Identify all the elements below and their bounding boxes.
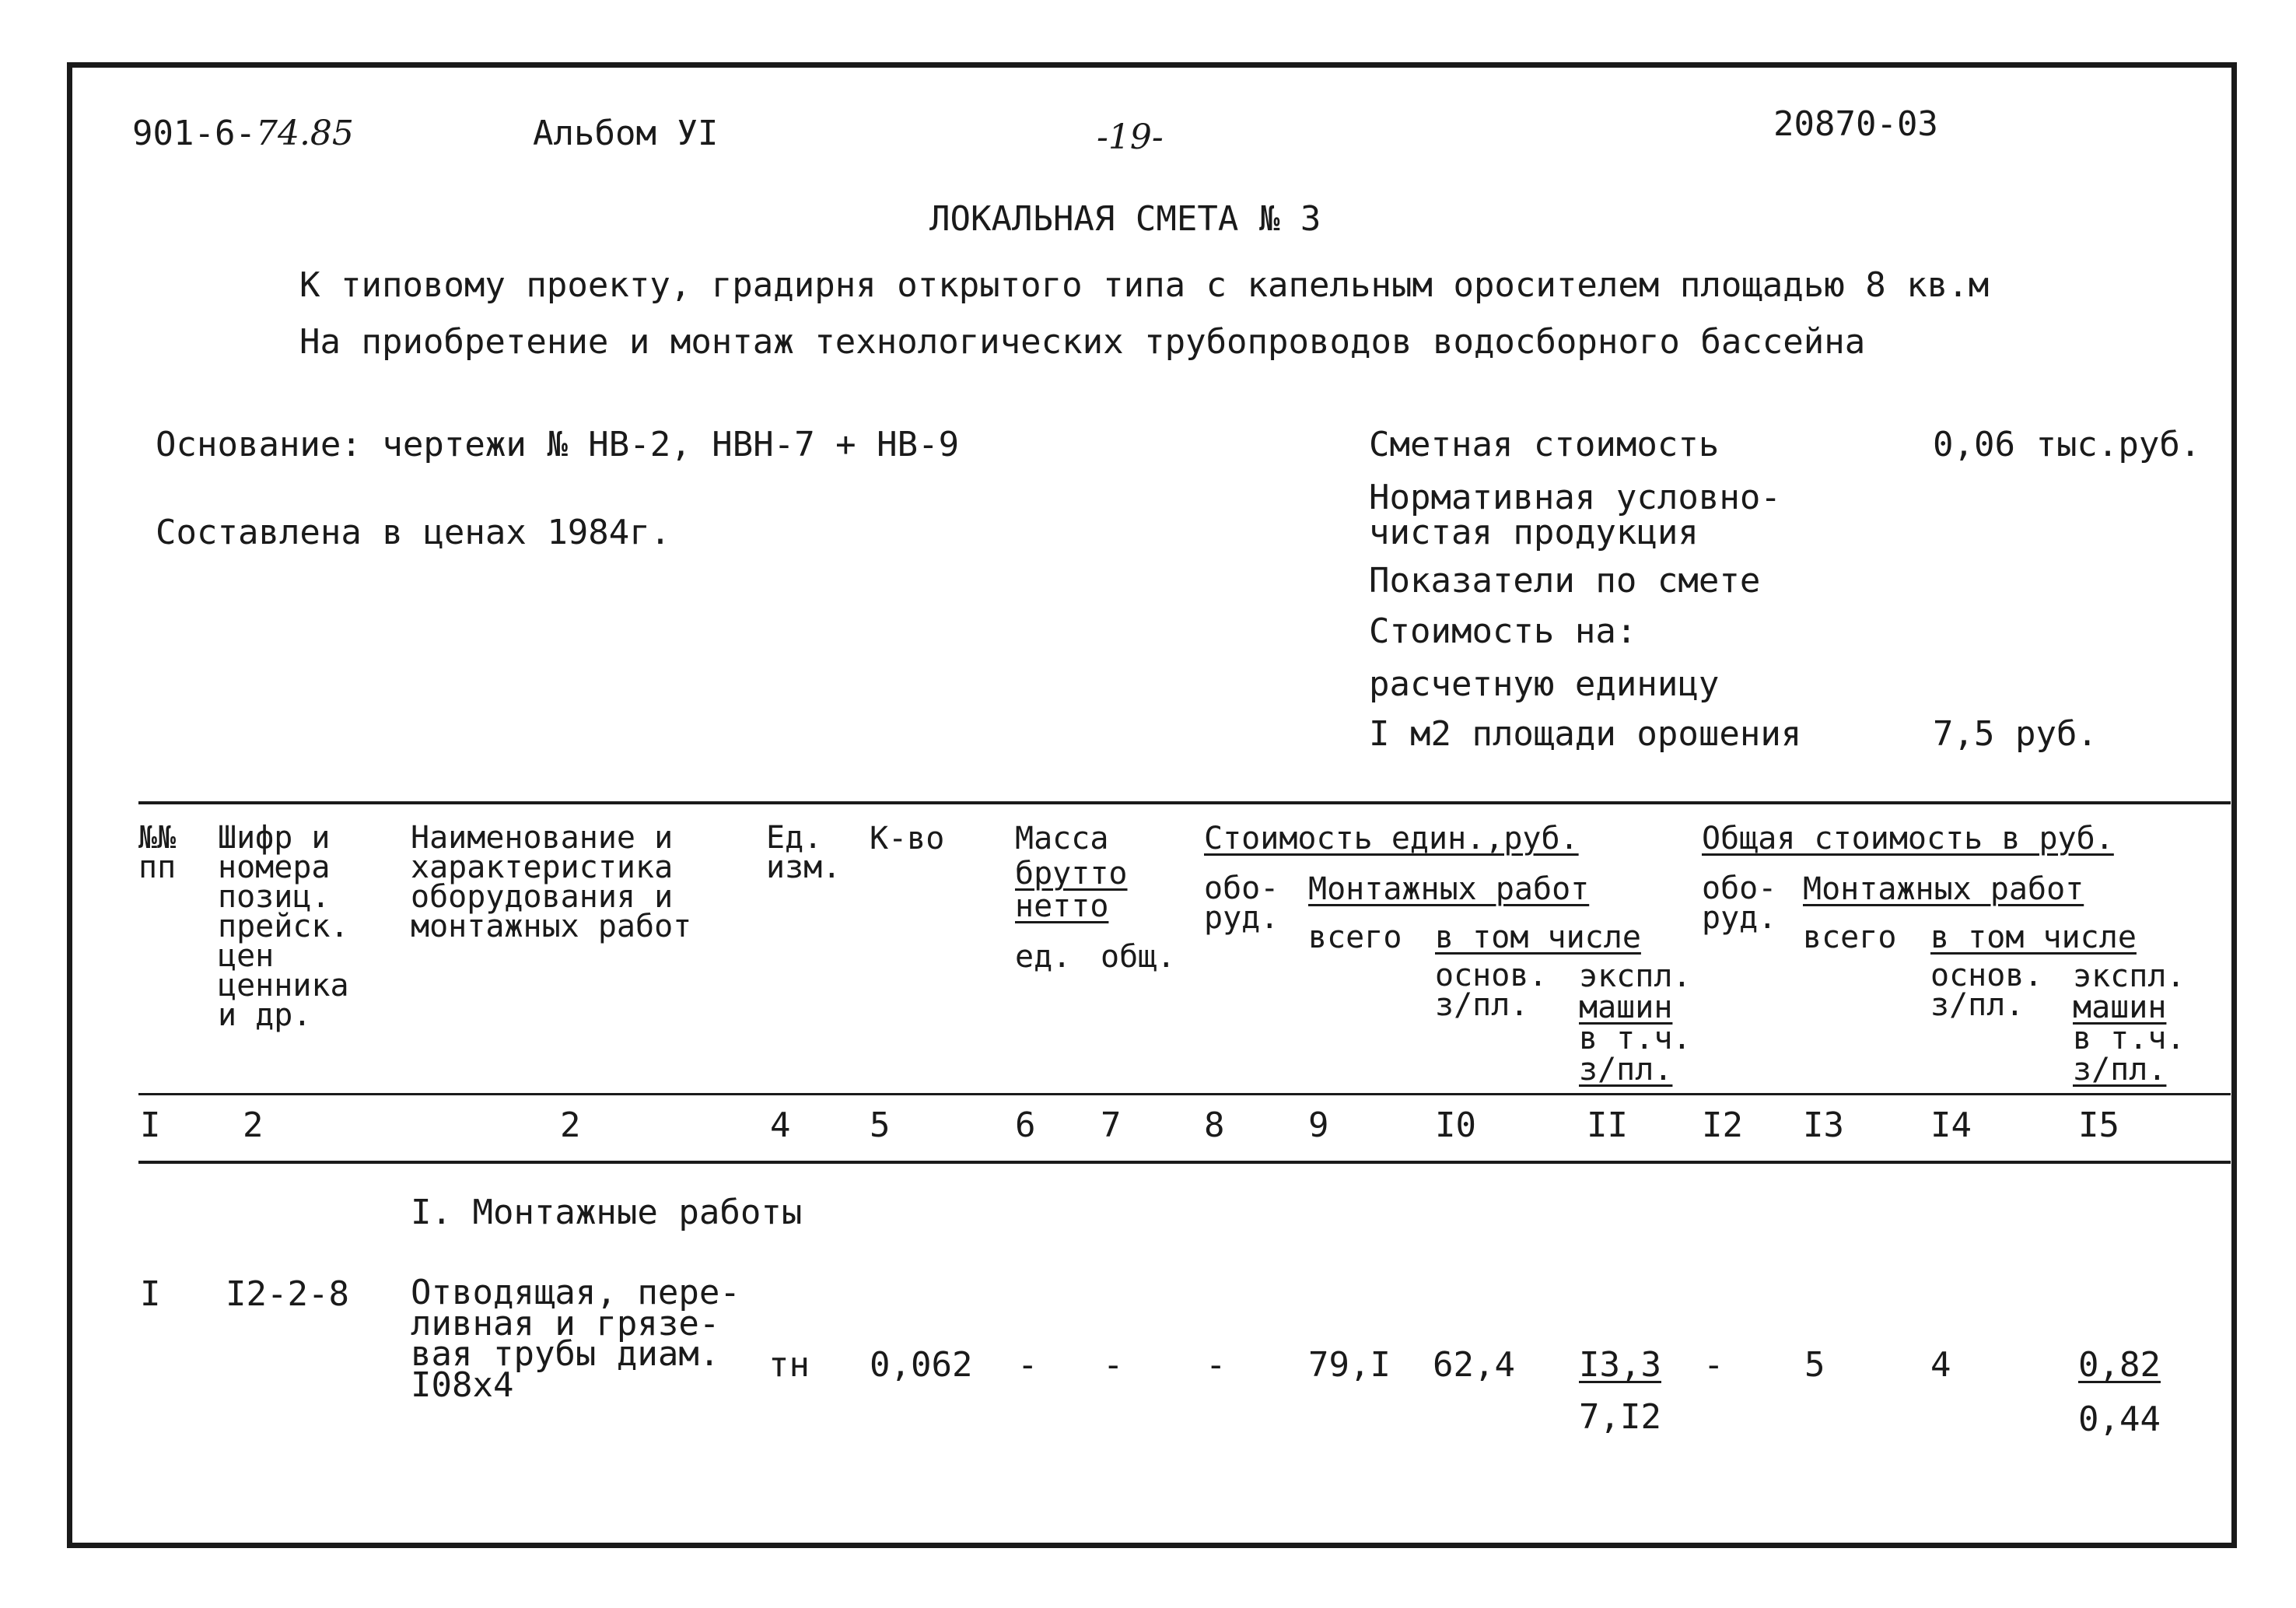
row-num: I (140, 1274, 161, 1314)
col-header-code: Шифр и номера позиц. прейск. цен ценника и др. (218, 820, 349, 1033)
col-header-name: Наименование и характеристика оборудования и монтажных работ (411, 820, 692, 944)
doc-subtitle-2: На приобретение и монтаж технологических трубопроводов водосборного бассейна (299, 322, 1866, 362)
col-number-10: I0 (1435, 1105, 1476, 1145)
col-header-total-incl: в том числе (1930, 920, 2137, 955)
basis-text: Основание: чертежи № НВ-2, НВН-7 + НВ-9 (156, 425, 960, 464)
section-heading: I. Монтажные работы (411, 1193, 803, 1232)
row-base-pay-unit: 62,4 (1433, 1345, 1515, 1385)
col-header-unit-base: основ. з/пл. (1435, 958, 1548, 1023)
normative-line-2: чистая продукция (1369, 513, 1699, 552)
row-base-pay-total: 4 (1930, 1345, 1951, 1385)
normative-line-1: Нормативная условно- (1369, 478, 1781, 517)
doc-title: ЛОКАЛЬНАЯ СМЕТА № 3 (929, 199, 1321, 239)
col-header-unit-incl: в том числе (1435, 920, 1641, 955)
col-number-6: 6 (1015, 1105, 1036, 1145)
col-number-15: I5 (2078, 1105, 2119, 1145)
col-header-netto: нетто (1015, 888, 1109, 924)
col-number-8: 8 (1204, 1105, 1225, 1145)
col-header-total-base: основ. з/пл. (1930, 958, 2043, 1023)
row-mass-total: - (1103, 1345, 1124, 1385)
doc-code: 901-6-74.85 (132, 114, 354, 153)
col-header-mass: Масса (1015, 821, 1109, 857)
col-number-14: I4 (1930, 1105, 1972, 1145)
row-mass-unit: - (1017, 1345, 1038, 1385)
col-header-num: №№ пп (138, 820, 177, 885)
row-install-total: 5 (1804, 1345, 1825, 1385)
row-qty: 0,062 (870, 1345, 973, 1385)
col-header-total-equip: обо- руд. (1702, 871, 1777, 936)
estimated-cost-value: 0,06 тыс.руб. (1933, 425, 2201, 464)
row-install-unit: 79,I (1308, 1345, 1391, 1385)
area-value: 7,5 руб. (1933, 714, 2098, 754)
col-header-unit-mach: экспл. машин в т.ч. з/пл. (1579, 958, 1692, 1088)
col-header-mass-total: общ. (1101, 939, 1176, 975)
col-header-unit-mont: Монтажных работ (1308, 871, 1590, 907)
calc-unit-text: расчетную единицу (1369, 664, 1720, 704)
estimated-cost-label: Сметная стоимость (1369, 425, 1720, 464)
col-number-2: 2 (243, 1105, 264, 1145)
doc-subtitle-1: К типовому проекту, градирня открытого типа с капельным оросителем площадью 8 кв.м (299, 265, 1990, 305)
row-name: Отводящая, пере- ливная и грязе- вая трубы диам. I08х4 (411, 1273, 740, 1405)
table-top-rule (138, 801, 2231, 804)
row-unit: тн (768, 1345, 810, 1385)
col-number-1: I (140, 1105, 161, 1145)
col-header-total-mach: экспл. машин в т.ч. з/пл. (2073, 958, 2186, 1088)
col-number-12: I2 (1702, 1105, 1743, 1145)
col-header-total-cost: Общая стоимость в руб. (1702, 821, 2114, 857)
col-header-unit: Ед. изм. (766, 820, 842, 885)
prices-text: Составлена в ценах 1984г. (156, 513, 671, 552)
col-header-unit-cost: Стоимость един.,руб. (1204, 821, 1579, 857)
row-equip-unit: - (1206, 1345, 1227, 1385)
col-header-unit-all: всего (1308, 920, 1402, 955)
col-number-4: 4 (770, 1105, 791, 1145)
col-number-5: 5 (870, 1105, 891, 1145)
row-equip-total: - (1703, 1345, 1724, 1385)
row-machines-unit: I3,3 (1579, 1345, 1661, 1385)
col-number-3: 2 (560, 1105, 581, 1145)
cost-on-text: Стоимость на: (1369, 611, 1637, 651)
area-label: I м2 площади орошения (1369, 714, 1802, 754)
col-numbers-bottom-rule (138, 1161, 2231, 1164)
col-header-brutto: брутто (1015, 856, 1128, 892)
col-header-total-mont: Монтажных работ (1803, 871, 2084, 907)
album-label: Альбом УI (533, 114, 719, 153)
row-machines-pay-total: 0,44 (2078, 1400, 2161, 1439)
col-header-total-all: всего (1803, 920, 1897, 955)
indicators-text: Показатели по смете (1369, 561, 1761, 601)
col-header-mass-unit: ед. (1015, 939, 1072, 975)
col-number-9: 9 (1308, 1105, 1329, 1145)
col-header-unit-equip: обо- руд. (1204, 871, 1279, 936)
row-machines-pay-unit: 7,I2 (1579, 1397, 1661, 1437)
col-header-qty: К-во (870, 821, 945, 857)
col-number-7: 7 (1101, 1105, 1122, 1145)
col-number-13: I3 (1803, 1105, 1844, 1145)
row-machines-total: 0,82 (2078, 1345, 2161, 1385)
col-number-11: II (1587, 1105, 1628, 1145)
col-numbers-top-rule (138, 1093, 2231, 1095)
doc-number: 20870-03 (1773, 104, 1938, 144)
row-code: I2-2-8 (226, 1274, 349, 1314)
page-number: -19- (1097, 117, 1164, 157)
